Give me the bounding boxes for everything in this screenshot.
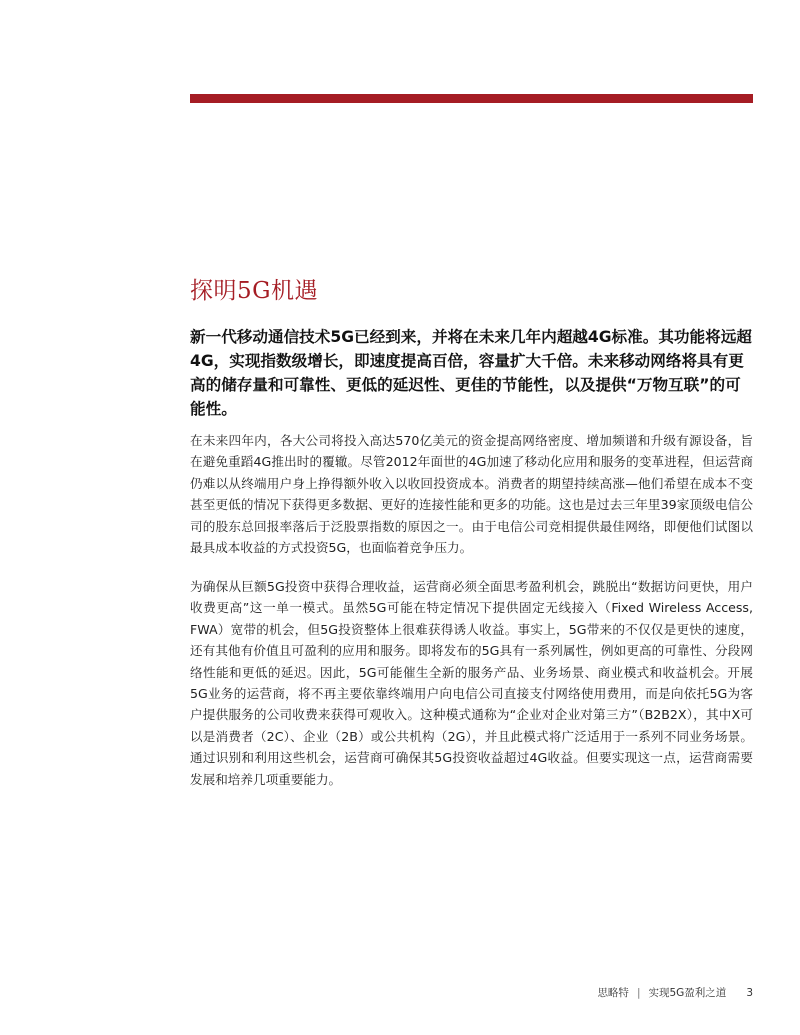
page-footer: [597, 985, 753, 1000]
body-paragraph-1: 在未来四年内，各大公司将投入高达570亿美元的资金提高网络密度、增加频谱和升级有源设备，旨在避免重蹈4G推出时的覆辙。尽管2012年面世的4G加速了移动化应用和服务的变革进程，但运营商仍难以从终端用户身上挣得额外收入以收回投资成本。消费者的期望持续高涨—他们希望在成本不变甚至更低的情况下获得更多数据、更好的连接性能和更多的功能。这也是过去三年里39家顶级电信公司的股东总回报率落后于泛股票指数的原因之一。由于电信公司竞相提供最佳网络，即便他们试图以最具成本收益的方式投资5G，也面临着竞争压力。: [190, 433, 753, 556]
header-accent-bar: [190, 94, 753, 103]
footer-brand: 思略特: [597, 987, 629, 999]
section-title: 探明5G机遇: [190, 278, 319, 304]
footer-document-title: 实现5G盈利之道: [648, 987, 727, 999]
footer-separator: |: [636, 986, 641, 999]
page-number: 3: [746, 986, 753, 999]
body-paragraph-2: 为确保从巨额5G投资中获得合理收益，运营商必须全面思考盈利机会，跳脱出“数据访问更快，用户收费更高”这一单一模式。虽然5G可能在特定情况下提供固定无线接入（Fixed Wireless Access, FWA）宽带的机会，但5G投资整体上很难获得诱人收益。事实上，5G带来的不仅仅是更快的速度，还有其他有价值且可盈利的应用和服务。即将发布的5G具有一系列属性，例如更高的可靠性、分段网络性能和更低的延迟。因此，5G可能催生全新的服务产品、业务场景、商业模式和收益机会。开展5G业务的运营商，将不再主要依靠终端用户向电信公司直接支付网络使用费用，而是向依托5G为客户提供服务的公司收费来获得可观收入。这种模式通称为“企业对企业对第三方”（B2B2X），其中X可以是消费者（2C）、企业（2B）或公共机构（2G），并且此模式将广泛适用于一系列不同业务场景。通过识别和利用这些机会，运营商可确保其5G投资收益超过4G收益。但要实现这一点，运营商需要发展和培养几项重要能力。: [190, 579, 753, 787]
lead-paragraph: 新一代移动通信技术5G已经到来，并将在未来几年内超越4G标准。其功能将远超4G，实现指数级增长，即速度提高百倍，容量扩大千倍。未来移动网络将具有更高的储存量和可靠性、更低的延迟性、更佳的节能性，以及提供“万物互联”的可能性。: [190, 328, 752, 418]
